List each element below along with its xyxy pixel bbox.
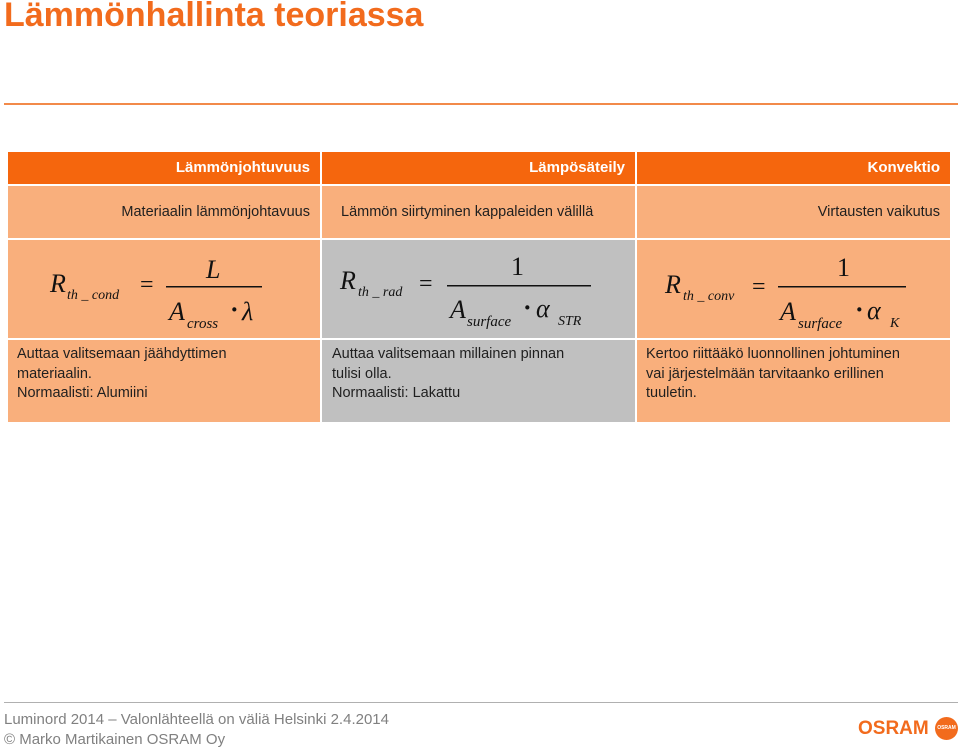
formula-dot: · bbox=[230, 295, 239, 324]
formula-equals: = bbox=[419, 271, 433, 297]
description-line: Kertoo riittääkö luonnollinen johtuminen bbox=[646, 346, 900, 362]
convection-column bbox=[637, 152, 950, 422]
osram-logo bbox=[858, 716, 958, 744]
formula-denominator-symbol: A bbox=[780, 297, 796, 326]
description-line: Auttaa valitsemaan jäähdyttimen bbox=[17, 346, 227, 362]
formula-factor: α bbox=[867, 296, 881, 325]
formula-factor-subscript: STR bbox=[558, 314, 582, 329]
formula-lhs-subscript: th _ conv bbox=[683, 289, 735, 304]
description-line: Normaalisti: Lakattu bbox=[332, 385, 461, 401]
conduction-formula bbox=[8, 240, 320, 338]
footer-copyright-line: © Marko Martikainen OSRAM Oy bbox=[4, 731, 226, 748]
conduction-description bbox=[8, 340, 320, 422]
osram-logo-mark-text: OSRAM bbox=[937, 725, 956, 731]
formula-equals: = bbox=[752, 274, 766, 300]
osram-logo-text: OSRAM bbox=[858, 718, 929, 739]
formula-lhs-symbol: R bbox=[340, 266, 356, 295]
osram-logo-icon bbox=[935, 717, 958, 740]
formula-lhs-symbol: R bbox=[665, 270, 681, 299]
formula-numerator: L bbox=[206, 255, 221, 284]
conduction-header: Lämmönjohtuvuus bbox=[8, 152, 320, 184]
description-line: materiaalin. bbox=[17, 365, 92, 382]
description-line: tulisi olla. bbox=[332, 365, 392, 382]
title-divider bbox=[4, 103, 958, 105]
formula-dot: · bbox=[523, 293, 532, 322]
footer-divider bbox=[4, 702, 958, 703]
formula-dot: · bbox=[855, 295, 864, 324]
formula-equals: = bbox=[140, 272, 154, 298]
formula-denominator-subscript: surface bbox=[467, 314, 512, 330]
footer-event-line: Luminord 2014 – Valonlähteellä on väliä Helsinki 2.4.2014 bbox=[4, 711, 389, 728]
conduction-formula-graphic bbox=[8, 240, 320, 338]
formula-lhs-subscript: th _ cond bbox=[67, 288, 120, 303]
convection-description bbox=[637, 340, 950, 422]
formula-denominator-symbol: A bbox=[450, 295, 466, 324]
conduction-subheader: Materiaalin lämmönjohtavuus bbox=[8, 186, 320, 238]
formula-lhs-symbol: R bbox=[50, 269, 66, 298]
conduction-column bbox=[8, 152, 320, 422]
heat-transfer-table bbox=[8, 152, 950, 422]
formula-numerator: 1 bbox=[837, 253, 850, 282]
formula-denominator-subscript: surface bbox=[798, 316, 843, 332]
description-line: Auttaa valitsemaan millainen pinnan bbox=[332, 346, 565, 362]
description-line: tuuletin. bbox=[646, 385, 697, 401]
convection-formula bbox=[637, 240, 950, 338]
radiation-description bbox=[322, 340, 635, 422]
radiation-column bbox=[322, 152, 635, 422]
formula-fraction-bar bbox=[166, 286, 262, 288]
formula-fraction-bar bbox=[447, 285, 591, 287]
formula-factor: λ bbox=[242, 297, 254, 326]
formula-factor: α bbox=[536, 294, 550, 323]
convection-formula-graphic bbox=[637, 240, 950, 338]
convection-subheader: Virtausten vaikutus bbox=[637, 186, 950, 238]
formula-denominator-subscript: cross bbox=[187, 316, 219, 332]
slide-title: Lämmönhallinta teoriassa bbox=[4, 0, 424, 34]
description-line: Normaalisti: Alumiini bbox=[17, 385, 148, 401]
formula-fraction-bar bbox=[778, 286, 906, 288]
formula-lhs-subscript: th _ rad bbox=[358, 285, 403, 300]
formula-factor-subscript: K bbox=[890, 316, 900, 331]
formula-denominator-symbol: A bbox=[169, 297, 185, 326]
convection-header: Konvektio bbox=[637, 152, 950, 184]
description-line: vai järjestelmään tarvitaanko erillinen bbox=[646, 365, 884, 382]
radiation-header: Lämpösäteily bbox=[322, 152, 635, 184]
formula-numerator: 1 bbox=[511, 252, 524, 281]
radiation-formula-graphic bbox=[322, 240, 635, 338]
radiation-formula bbox=[322, 240, 635, 338]
radiation-subheader: Lämmön siirtyminen kappaleiden välillä bbox=[322, 186, 635, 238]
